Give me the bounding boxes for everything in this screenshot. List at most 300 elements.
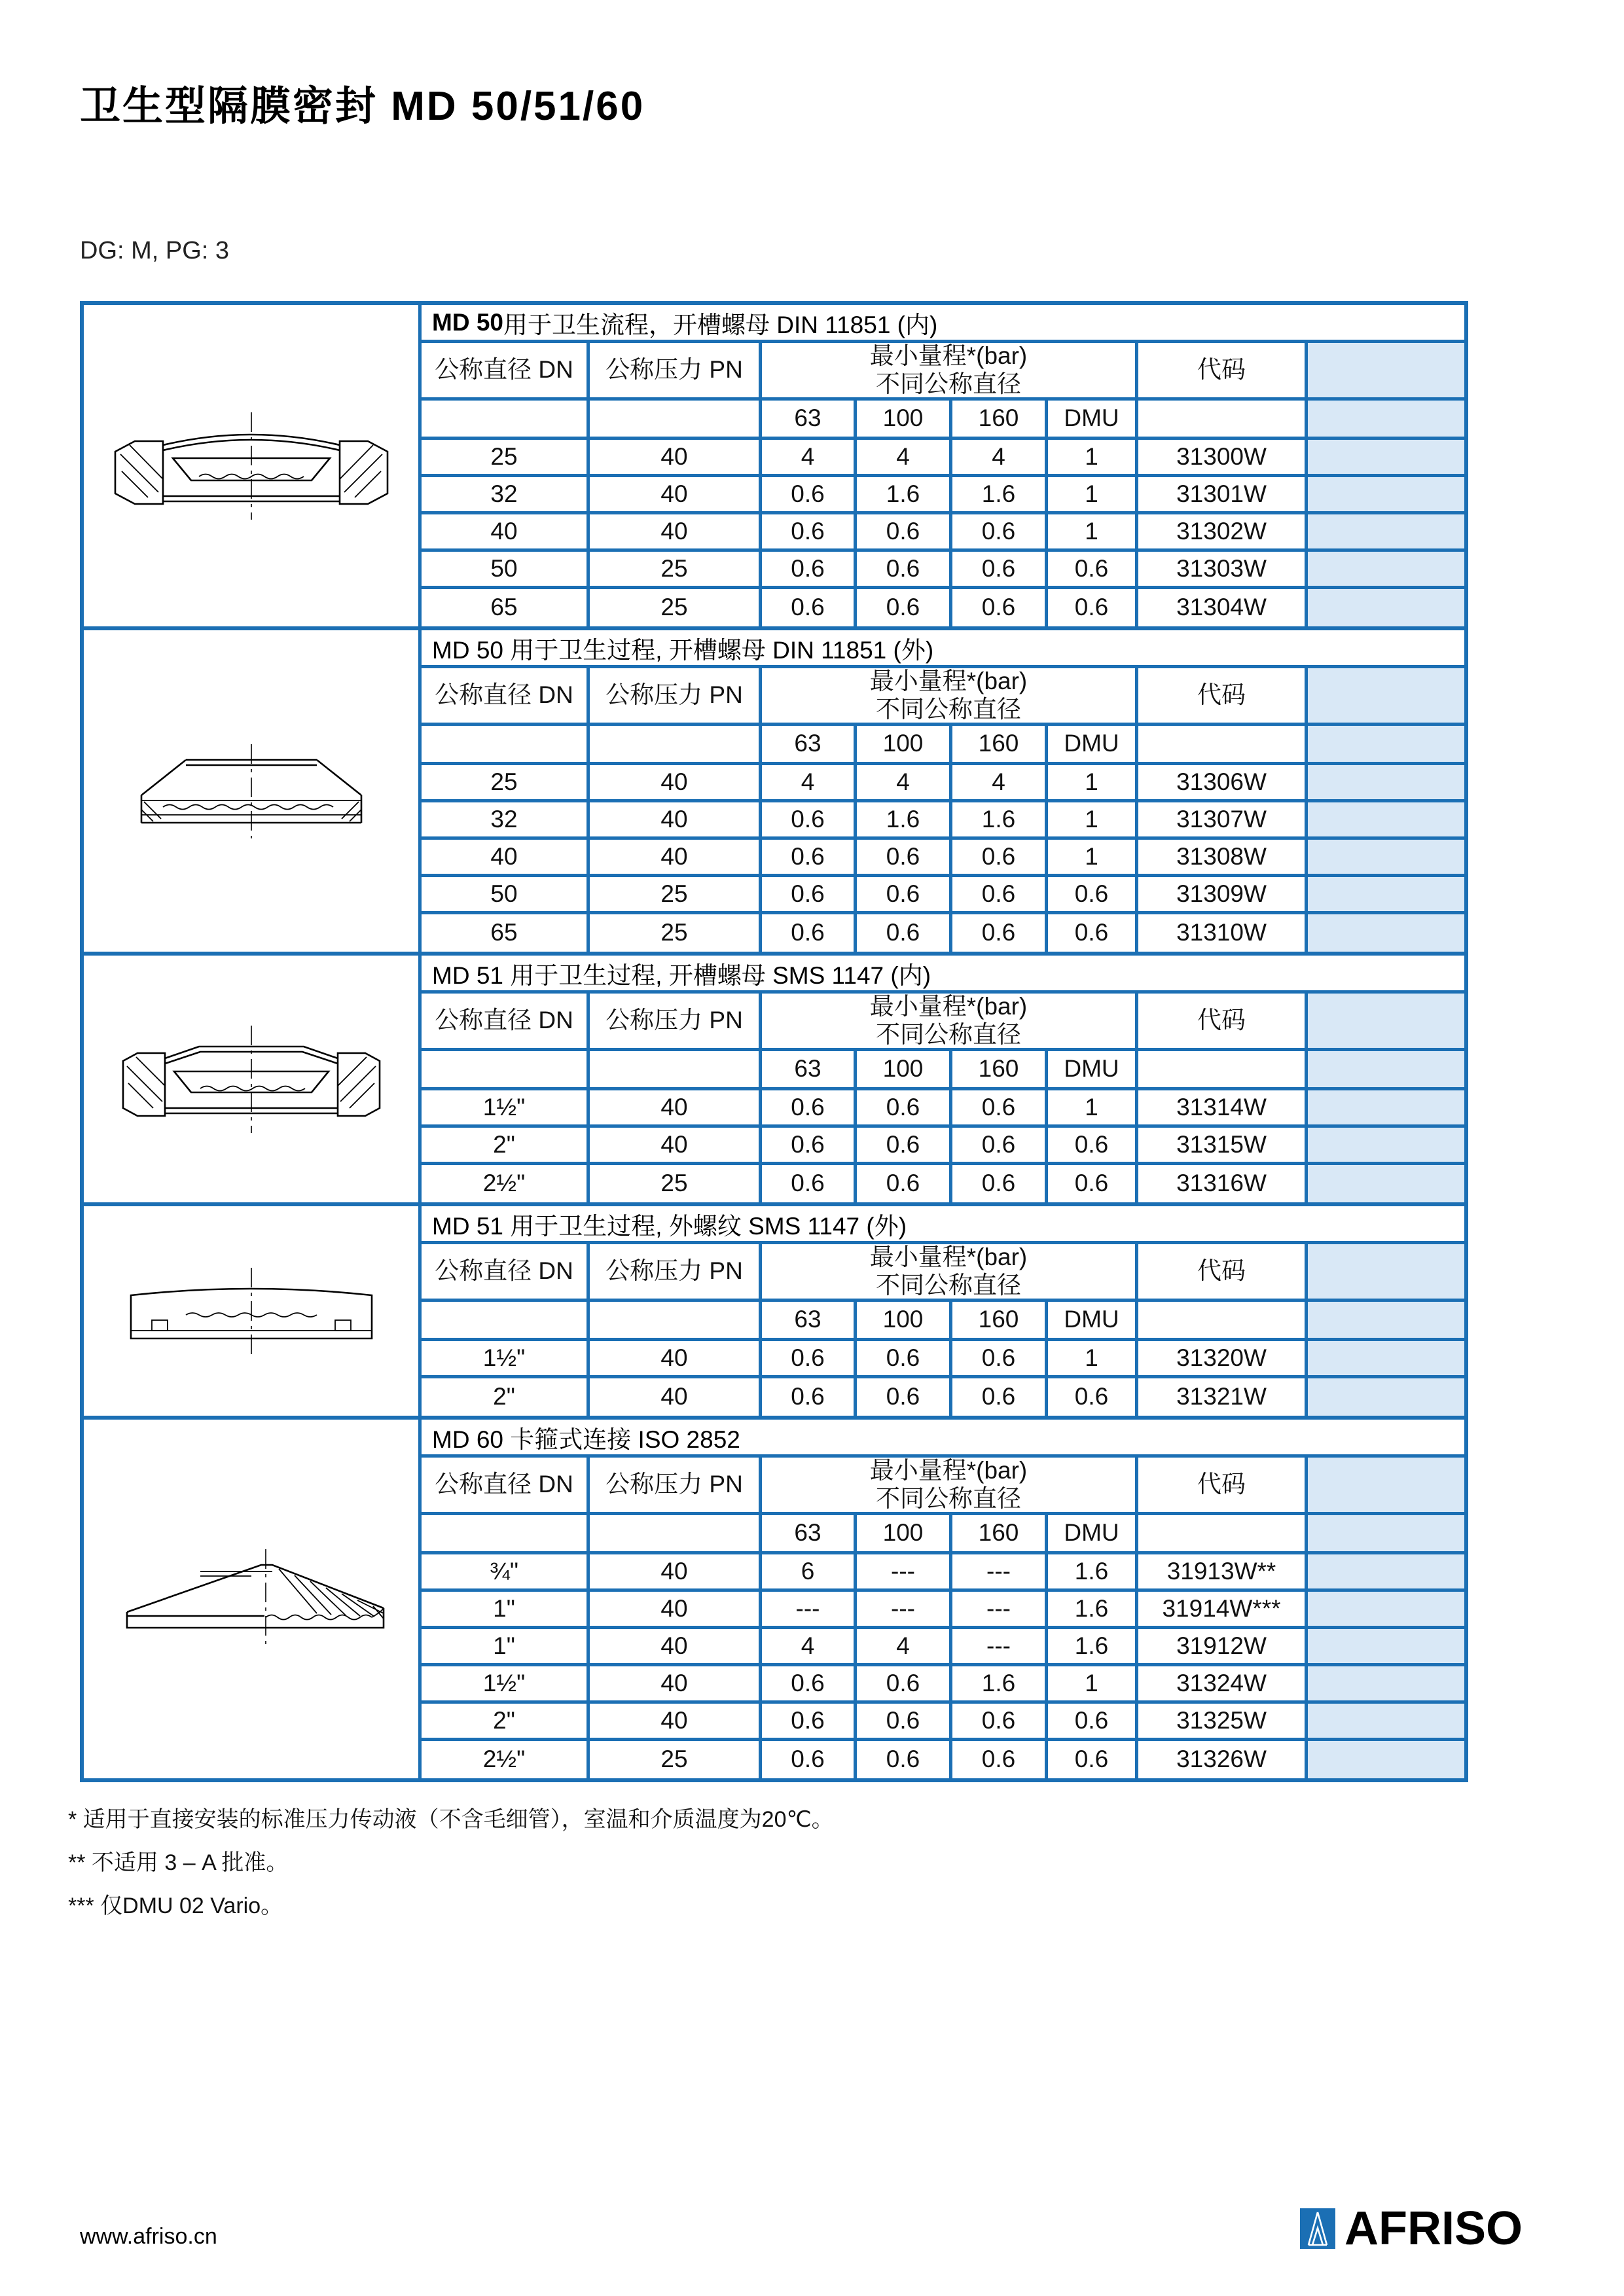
- col-header-dn: 公称直径 DN: [422, 343, 590, 397]
- range-100-value: 0.6: [857, 1128, 952, 1162]
- dn-value: 65: [422, 914, 590, 952]
- code-value: 31914W***: [1138, 1592, 1308, 1626]
- dn-value: 2½": [422, 1741, 590, 1778]
- min-range-line1: 最小量程*(bar): [869, 668, 1028, 694]
- range-100-value: 4: [857, 765, 952, 799]
- pn-value: 25: [590, 914, 762, 952]
- subcol-dmu: DMU: [1048, 401, 1138, 437]
- footnote-line: ** 不适用 3 – A 批准。: [68, 1850, 289, 1875]
- accent-column-cell: [1308, 1302, 1464, 1338]
- pn-value: 40: [590, 477, 762, 511]
- accent-column-cell: [1308, 1704, 1464, 1738]
- range-160-value: 0.6: [952, 1704, 1048, 1738]
- col-header-code: 代码: [1138, 1458, 1308, 1512]
- accent-column-cell: [1308, 994, 1464, 1048]
- col-header-min-range: [762, 1244, 1138, 1299]
- footnote-line: * 适用于直接安装的标准压力传动液（不含毛细管），室温和介质温度为20℃。: [68, 1807, 834, 1832]
- code-value: 31310W: [1138, 914, 1308, 952]
- accent-column-cell: [1308, 477, 1464, 511]
- min-range-line2: 不同公称直径: [876, 1271, 1021, 1299]
- table-section: [84, 630, 1464, 956]
- dmu-value: 1: [1048, 840, 1138, 874]
- range-63-value: 0.6: [762, 1341, 857, 1375]
- accent-column-cell: [1308, 840, 1464, 874]
- dmu-value: 1.6: [1048, 1592, 1138, 1626]
- dn-value: ¾": [422, 1554, 590, 1588]
- pn-value: 25: [590, 589, 762, 626]
- table-row: [422, 1165, 1464, 1202]
- range-160-value: 0.6: [952, 1090, 1048, 1124]
- col-header-dn: 公称直径 DN: [422, 1458, 590, 1512]
- col-header-pn: 公称压力 PN: [590, 343, 762, 397]
- range-160-value: 0.6: [952, 589, 1048, 626]
- pn-value: 25: [590, 552, 762, 586]
- range-160-value: 0.6: [952, 1165, 1048, 1202]
- md60-iso2852-clamp-drawing: [84, 1420, 422, 1778]
- table-row: [422, 440, 1464, 477]
- doc-meta-text: DG: M, PG: 3: [80, 237, 230, 264]
- dmu-value: 1.6: [1048, 1629, 1138, 1663]
- accent-column-cell: [1308, 1629, 1464, 1663]
- range-100-value: 1.6: [857, 477, 952, 511]
- min-range-line2: 不同公称直径: [876, 1484, 1021, 1512]
- dn-value: 1": [422, 1629, 590, 1663]
- range-63-value: 0.6: [762, 1090, 857, 1124]
- accent-column-cell: [1308, 1458, 1464, 1512]
- header-row: [422, 994, 1464, 1051]
- dn-value: 50: [422, 877, 590, 911]
- range-160-value: 0.6: [952, 552, 1048, 586]
- range-160-value: 0.6: [952, 914, 1048, 952]
- dn-value: 1½": [422, 1666, 590, 1700]
- subcol-160: 160: [952, 1051, 1048, 1087]
- table-row: [422, 802, 1464, 840]
- range-160-value: 1.6: [952, 477, 1048, 511]
- range-100-value: 0.6: [857, 1165, 952, 1202]
- accent-column-cell: [1308, 589, 1464, 626]
- empty-cell: [1138, 401, 1308, 437]
- subcol-100: 100: [857, 726, 952, 762]
- dn-value: 1½": [422, 1341, 590, 1375]
- subcol-160: 160: [952, 1515, 1048, 1551]
- code-value: 31300W: [1138, 440, 1308, 474]
- section-title-text: MD 51 用于卫生过程, 外螺纹 SMS 1147 (外): [432, 1212, 907, 1240]
- range-100-value: 0.6: [857, 914, 952, 952]
- subcol-dmu: DMU: [1048, 1515, 1138, 1551]
- range-63-value: 4: [762, 765, 857, 799]
- range-63-value: 0.6: [762, 1378, 857, 1416]
- code-value: 31314W: [1138, 1090, 1308, 1124]
- range-160-value: 0.6: [952, 1378, 1048, 1416]
- table-row: [422, 1090, 1464, 1128]
- empty-cell: [590, 1515, 762, 1551]
- empty-cell: [590, 1051, 762, 1087]
- col-header-pn: 公称压力 PN: [590, 1458, 762, 1512]
- subcol-dmu: DMU: [1048, 1302, 1138, 1338]
- header-row: [422, 1244, 1464, 1302]
- table-section: [84, 956, 1464, 1206]
- dmu-value: 1: [1048, 802, 1138, 836]
- dmu-value: 1.6: [1048, 1554, 1138, 1588]
- min-range-line1: 最小量程*(bar): [869, 994, 1028, 1020]
- pn-value: 25: [590, 1165, 762, 1202]
- accent-column-cell: [1308, 1378, 1464, 1416]
- accent-column-cell: [1308, 1666, 1464, 1700]
- pn-value: 25: [590, 877, 762, 911]
- pn-value: 25: [590, 1741, 762, 1778]
- min-range-line2: 不同公称直径: [876, 1020, 1021, 1048]
- md50-din11851-internal-drawing: [84, 305, 422, 626]
- section-title-text: MD 50 用于卫生过程, 开槽螺母 DIN 11851 (外): [432, 636, 934, 664]
- range-63-value: 0.6: [762, 589, 857, 626]
- range-160-value: 1.6: [952, 802, 1048, 836]
- dmu-value: 1: [1048, 477, 1138, 511]
- subheader-row: [422, 1515, 1464, 1554]
- subheader-row: [422, 401, 1464, 440]
- afriso-tower-icon: [1300, 2208, 1335, 2249]
- table-row: [422, 514, 1464, 552]
- range-100-value: ---: [857, 1554, 952, 1588]
- pn-value: 40: [590, 1341, 762, 1375]
- subheader-row: [422, 1051, 1464, 1090]
- pn-value: 40: [590, 1704, 762, 1738]
- md50-din11851-external-drawing: [84, 630, 422, 952]
- pn-value: 40: [590, 765, 762, 799]
- page-title: 卫生型隔膜密封 MD 50/51/60: [80, 84, 645, 129]
- empty-cell: [422, 1302, 590, 1338]
- accent-column-cell: [1308, 726, 1464, 762]
- col-header-pn: 公称压力 PN: [590, 1244, 762, 1299]
- code-value: 31309W: [1138, 877, 1308, 911]
- dn-value: 40: [422, 514, 590, 548]
- range-100-value: 0.6: [857, 1090, 952, 1124]
- accent-column-cell: [1308, 802, 1464, 836]
- col-header-code: 代码: [1138, 1244, 1308, 1299]
- dmu-value: 1: [1048, 514, 1138, 548]
- code-value: 31307W: [1138, 802, 1308, 836]
- code-value: 31913W**: [1138, 1554, 1308, 1588]
- accent-column-cell: [1308, 877, 1464, 911]
- subcol-dmu: DMU: [1048, 1051, 1138, 1087]
- col-header-code: 代码: [1138, 668, 1308, 723]
- range-100-value: 0.6: [857, 840, 952, 874]
- dn-value: 50: [422, 552, 590, 586]
- empty-cell: [1138, 1051, 1308, 1087]
- afriso-logo: [1300, 2202, 1523, 2255]
- col-header-min-range: [762, 668, 1138, 723]
- footnote-line: *** 仅DMU 02 Vario。: [68, 1893, 283, 1918]
- accent-column-cell: [1308, 343, 1464, 397]
- range-160-value: 0.6: [952, 840, 1048, 874]
- min-range-line2: 不同公称直径: [876, 695, 1021, 723]
- section-title: [422, 1420, 1464, 1458]
- md51-sms1147-internal-drawing: [84, 956, 422, 1202]
- dmu-value: 1: [1048, 440, 1138, 474]
- subcol-dmu: DMU: [1048, 726, 1138, 762]
- section-title: [422, 956, 1464, 994]
- empty-cell: [422, 1515, 590, 1551]
- range-100-value: 4: [857, 440, 952, 474]
- code-value: 31306W: [1138, 765, 1308, 799]
- table-row: [422, 765, 1464, 802]
- accent-column-cell: [1308, 552, 1464, 586]
- dn-value: 32: [422, 802, 590, 836]
- code-value: 31912W: [1138, 1629, 1308, 1663]
- dmu-value: 1: [1048, 1090, 1138, 1124]
- range-160-value: 4: [952, 440, 1048, 474]
- header-row: [422, 343, 1464, 401]
- dmu-value: 1: [1048, 765, 1138, 799]
- subcol-160: 160: [952, 401, 1048, 437]
- range-63-value: 0.6: [762, 914, 857, 952]
- accent-column-cell: [1308, 401, 1464, 437]
- table-section: [84, 305, 1464, 630]
- code-value: 31301W: [1138, 477, 1308, 511]
- col-header-min-range: [762, 1458, 1138, 1512]
- dn-value: 40: [422, 840, 590, 874]
- pn-value: 40: [590, 514, 762, 548]
- dmu-value: 1: [1048, 1341, 1138, 1375]
- col-header-code: 代码: [1138, 994, 1308, 1048]
- range-100-value: 0.6: [857, 1704, 952, 1738]
- pn-value: 40: [590, 1090, 762, 1124]
- range-160-value: 4: [952, 765, 1048, 799]
- empty-cell: [1138, 1302, 1308, 1338]
- table-row: [422, 589, 1464, 626]
- code-value: 31316W: [1138, 1165, 1308, 1202]
- range-100-value: 0.6: [857, 877, 952, 911]
- dmu-value: 0.6: [1048, 877, 1138, 911]
- table-row: [422, 1741, 1464, 1778]
- empty-cell: [1138, 1515, 1308, 1551]
- subcol-63: 63: [762, 726, 857, 762]
- range-63-value: ---: [762, 1592, 857, 1626]
- table-row: [422, 1629, 1464, 1666]
- min-range-line1: 最小量程*(bar): [869, 1244, 1028, 1270]
- accent-column-cell: [1308, 440, 1464, 474]
- table-row: [422, 1378, 1464, 1416]
- col-header-min-range: [762, 994, 1138, 1048]
- pn-value: 40: [590, 1378, 762, 1416]
- dn-value: 2": [422, 1704, 590, 1738]
- table-section: [84, 1206, 1464, 1420]
- range-160-value: 0.6: [952, 1741, 1048, 1778]
- table-row: [422, 914, 1464, 952]
- range-63-value: 0.6: [762, 802, 857, 836]
- table-row: [422, 477, 1464, 514]
- empty-cell: [422, 1051, 590, 1087]
- range-100-value: 1.6: [857, 802, 952, 836]
- section-title-model: MD 50: [432, 308, 503, 336]
- accent-column-cell: [1308, 1090, 1464, 1124]
- range-100-value: 0.6: [857, 1666, 952, 1700]
- website-link[interactable]: www.afriso.cn: [80, 2224, 217, 2249]
- dn-value: 2": [422, 1128, 590, 1162]
- range-63-value: 0.6: [762, 1128, 857, 1162]
- empty-cell: [590, 1302, 762, 1338]
- pn-value: 40: [590, 1554, 762, 1588]
- subcol-100: 100: [857, 1051, 952, 1087]
- table-section: [84, 1420, 1464, 1778]
- section-title-text: 用于卫生流程，开槽螺母 DIN 11851 (内): [503, 311, 938, 338]
- subheader-row: [422, 1302, 1464, 1341]
- code-value: 31325W: [1138, 1704, 1308, 1738]
- range-160-value: 0.6: [952, 877, 1048, 911]
- table-row: [422, 1128, 1464, 1165]
- pn-value: 40: [590, 1128, 762, 1162]
- accent-column-cell: [1308, 1128, 1464, 1162]
- min-range-line1: 最小量程*(bar): [869, 343, 1028, 369]
- range-63-value: 0.6: [762, 1165, 857, 1202]
- subcol-100: 100: [857, 1515, 952, 1551]
- table-row: [422, 552, 1464, 589]
- range-63-value: 0.6: [762, 1704, 857, 1738]
- dmu-value: 0.6: [1048, 1741, 1138, 1778]
- subcol-63: 63: [762, 1302, 857, 1338]
- empty-cell: [590, 401, 762, 437]
- empty-cell: [422, 401, 590, 437]
- range-100-value: 0.6: [857, 1341, 952, 1375]
- section-title-text: MD 60 卡箍式连接 ISO 2852: [432, 1426, 740, 1453]
- dn-value: 1½": [422, 1090, 590, 1124]
- dn-value: 25: [422, 440, 590, 474]
- code-value: 31320W: [1138, 1341, 1308, 1375]
- range-160-value: 0.6: [952, 1341, 1048, 1375]
- dn-value: 32: [422, 477, 590, 511]
- range-160-value: ---: [952, 1629, 1048, 1663]
- dmu-value: 0.6: [1048, 1128, 1138, 1162]
- dn-value: 2": [422, 1378, 590, 1416]
- dmu-value: 0.6: [1048, 552, 1138, 586]
- code-value: 31308W: [1138, 840, 1308, 874]
- accent-column-cell: [1308, 914, 1464, 952]
- subcol-63: 63: [762, 1051, 857, 1087]
- table-row: [422, 1592, 1464, 1629]
- dn-value: 65: [422, 589, 590, 626]
- range-160-value: 1.6: [952, 1666, 1048, 1700]
- range-63-value: 0.6: [762, 840, 857, 874]
- dn-value: 25: [422, 765, 590, 799]
- accent-column-cell: [1308, 514, 1464, 548]
- dn-value: 2½": [422, 1165, 590, 1202]
- col-header-dn: 公称直径 DN: [422, 1244, 590, 1299]
- range-63-value: 0.6: [762, 877, 857, 911]
- section-title: [422, 1206, 1464, 1244]
- pn-value: 40: [590, 1592, 762, 1626]
- col-header-pn: 公称压力 PN: [590, 994, 762, 1048]
- code-value: 31326W: [1138, 1741, 1308, 1778]
- accent-column-cell: [1308, 1051, 1464, 1087]
- accent-column-cell: [1308, 1515, 1464, 1551]
- range-160-value: ---: [952, 1554, 1048, 1588]
- col-header-code: 代码: [1138, 343, 1308, 397]
- subcol-100: 100: [857, 1302, 952, 1338]
- accent-column-cell: [1308, 1244, 1464, 1299]
- range-63-value: 0.6: [762, 477, 857, 511]
- pn-value: 40: [590, 840, 762, 874]
- spec-table: [80, 301, 1468, 1782]
- code-value: 31324W: [1138, 1666, 1308, 1700]
- range-63-value: 0.6: [762, 1666, 857, 1700]
- pn-value: 40: [590, 1629, 762, 1663]
- dmu-value: 0.6: [1048, 1704, 1138, 1738]
- min-range-line2: 不同公称直径: [876, 370, 1021, 397]
- table-row: [422, 1341, 1464, 1378]
- dn-value: 1": [422, 1592, 590, 1626]
- code-value: 31304W: [1138, 589, 1308, 626]
- section-title: [422, 305, 1464, 343]
- range-63-value: 0.6: [762, 514, 857, 548]
- table-row: [422, 1704, 1464, 1741]
- pn-value: 40: [590, 1666, 762, 1700]
- range-63-value: 0.6: [762, 1741, 857, 1778]
- col-header-min-range: [762, 343, 1138, 397]
- subcol-160: 160: [952, 726, 1048, 762]
- range-100-value: 0.6: [857, 514, 952, 548]
- accent-column-cell: [1308, 1165, 1464, 1202]
- accent-column-cell: [1308, 1741, 1464, 1778]
- range-100-value: ---: [857, 1592, 952, 1626]
- header-row: [422, 668, 1464, 726]
- header-row: [422, 1458, 1464, 1515]
- dmu-value: 0.6: [1048, 914, 1138, 952]
- pn-value: 40: [590, 802, 762, 836]
- range-100-value: 0.6: [857, 1378, 952, 1416]
- subcol-63: 63: [762, 401, 857, 437]
- accent-column-cell: [1308, 765, 1464, 799]
- dmu-value: 1: [1048, 1666, 1138, 1700]
- accent-column-cell: [1308, 1592, 1464, 1626]
- table-row: [422, 877, 1464, 914]
- range-160-value: ---: [952, 1592, 1048, 1626]
- subcol-63: 63: [762, 1515, 857, 1551]
- min-range-line1: 最小量程*(bar): [869, 1458, 1028, 1484]
- pn-value: 40: [590, 440, 762, 474]
- range-100-value: 0.6: [857, 589, 952, 626]
- range-63-value: 4: [762, 440, 857, 474]
- code-value: 31315W: [1138, 1128, 1308, 1162]
- range-100-value: 4: [857, 1629, 952, 1663]
- code-value: 31302W: [1138, 514, 1308, 548]
- dmu-value: 0.6: [1048, 1165, 1138, 1202]
- section-title-text: MD 51 用于卫生过程, 开槽螺母 SMS 1147 (内): [432, 961, 931, 989]
- dmu-value: 0.6: [1048, 589, 1138, 626]
- accent-column-cell: [1308, 1341, 1464, 1375]
- range-63-value: 6: [762, 1554, 857, 1588]
- code-value: 31321W: [1138, 1378, 1308, 1416]
- md51-sms1147-external-drawing: [84, 1206, 422, 1416]
- range-100-value: 0.6: [857, 1741, 952, 1778]
- table-row: [422, 1666, 1464, 1704]
- range-100-value: 0.6: [857, 552, 952, 586]
- section-title: [422, 630, 1464, 668]
- col-header-dn: 公称直径 DN: [422, 668, 590, 723]
- range-63-value: 4: [762, 1629, 857, 1663]
- range-160-value: 0.6: [952, 1128, 1048, 1162]
- col-header-dn: 公称直径 DN: [422, 994, 590, 1048]
- footnotes: [68, 1801, 834, 1931]
- range-160-value: 0.6: [952, 514, 1048, 548]
- empty-cell: [1138, 726, 1308, 762]
- accent-column-cell: [1308, 668, 1464, 723]
- brand-wordmark: AFRISO: [1344, 2202, 1523, 2255]
- empty-cell: [422, 726, 590, 762]
- table-row: [422, 1554, 1464, 1592]
- empty-cell: [590, 726, 762, 762]
- code-value: 31303W: [1138, 552, 1308, 586]
- table-sections: [84, 305, 1464, 1778]
- subheader-row: [422, 726, 1464, 765]
